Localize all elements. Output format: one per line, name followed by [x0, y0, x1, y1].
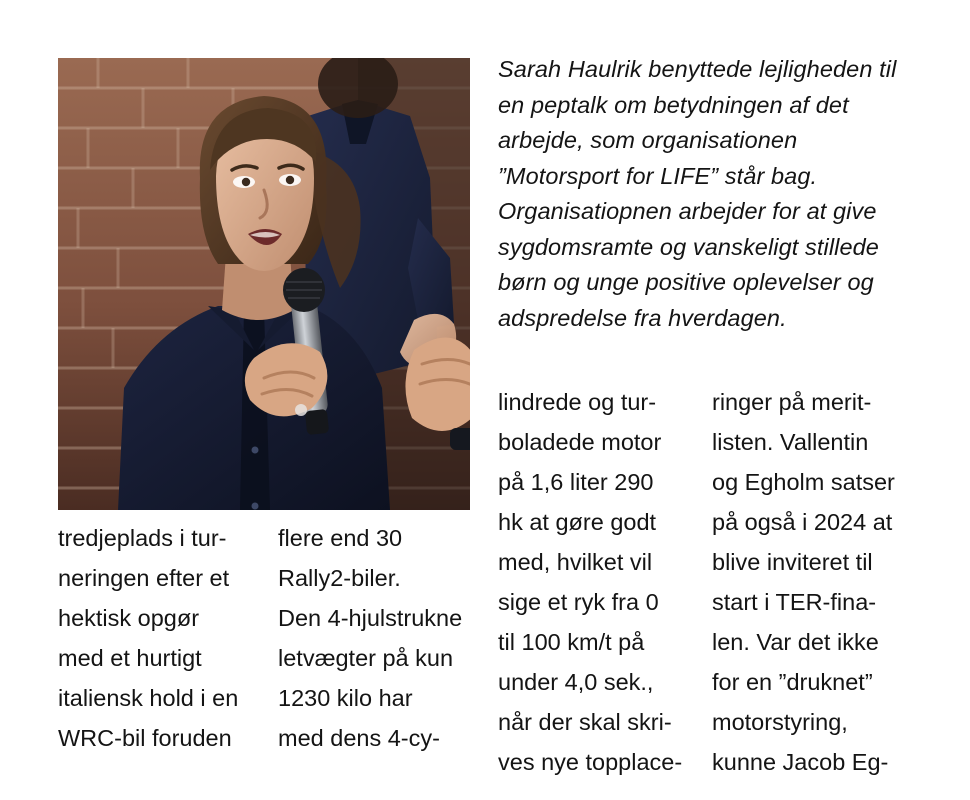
body-line: hk at gøre godt	[498, 509, 657, 535]
body-line: flere end 30	[278, 525, 403, 551]
body-line: neringen efter et	[58, 565, 230, 591]
body-line: tredjeplads i tur-	[58, 525, 227, 551]
body-line: på også i 2024 at	[712, 509, 893, 535]
body-line: 1230 kilo har	[278, 685, 413, 711]
body-line: boladede motor	[498, 429, 662, 455]
body-column-2	[278, 518, 478, 758]
body-line: blive inviteret til	[712, 549, 873, 575]
body-line: til 100 km/t på	[498, 629, 645, 655]
body-column-3	[498, 382, 694, 782]
body-column-1	[58, 518, 258, 758]
body-line: Den 4-hjulstrukne	[278, 605, 463, 631]
body-column-4	[712, 382, 922, 782]
body-line: når der skal skri-	[498, 709, 672, 735]
body-line: ves nye topplace-	[498, 749, 683, 775]
body-line: med dens 4-cy-	[278, 725, 440, 751]
photo-caption-lead	[498, 52, 922, 336]
body-line: Rally2-biler.	[278, 565, 401, 591]
photo-illustration	[58, 58, 470, 510]
body-line: listen. Vallentin	[712, 429, 869, 455]
body-line: WRC-bil foruden	[58, 725, 232, 751]
body-line: motorstyring,	[712, 709, 848, 735]
body-line: ringer på merit-	[712, 389, 872, 415]
lead-paragraph-text: Sarah Haulrik benyttede lejligheden til en peptalk om betydningen af det arbejde, som organisationen ”Motorsport for LIFE” står bag. Organisatiopnen arbejder for at give sygdomsramte og vanskeligt stillede børn og unge positive oplevelser og adspredelse fra hverdagen.	[498, 56, 897, 331]
body-line: letvægter på kun	[278, 645, 454, 671]
body-line: sige et ryk fra 0	[498, 589, 659, 615]
body-line: på 1,6 liter 290	[498, 469, 654, 495]
body-line: start i TER-fina-	[712, 589, 877, 615]
body-line: lindrede og tur-	[498, 389, 657, 415]
body-line: italiensk hold i en	[58, 685, 239, 711]
body-line: og Egholm satser	[712, 469, 895, 495]
body-line: med, hvilket vil	[498, 549, 653, 575]
body-line: len. Var det ikke	[712, 629, 879, 655]
body-line: med et hurtigt	[58, 645, 202, 671]
body-line: kunne Jacob Eg-	[712, 749, 889, 775]
speaker-with-microphone-photo	[58, 58, 470, 510]
body-line: hektisk opgør	[58, 605, 200, 631]
body-line: under 4,0 sek.,	[498, 669, 654, 695]
body-line: for en ”druknet”	[712, 669, 873, 695]
